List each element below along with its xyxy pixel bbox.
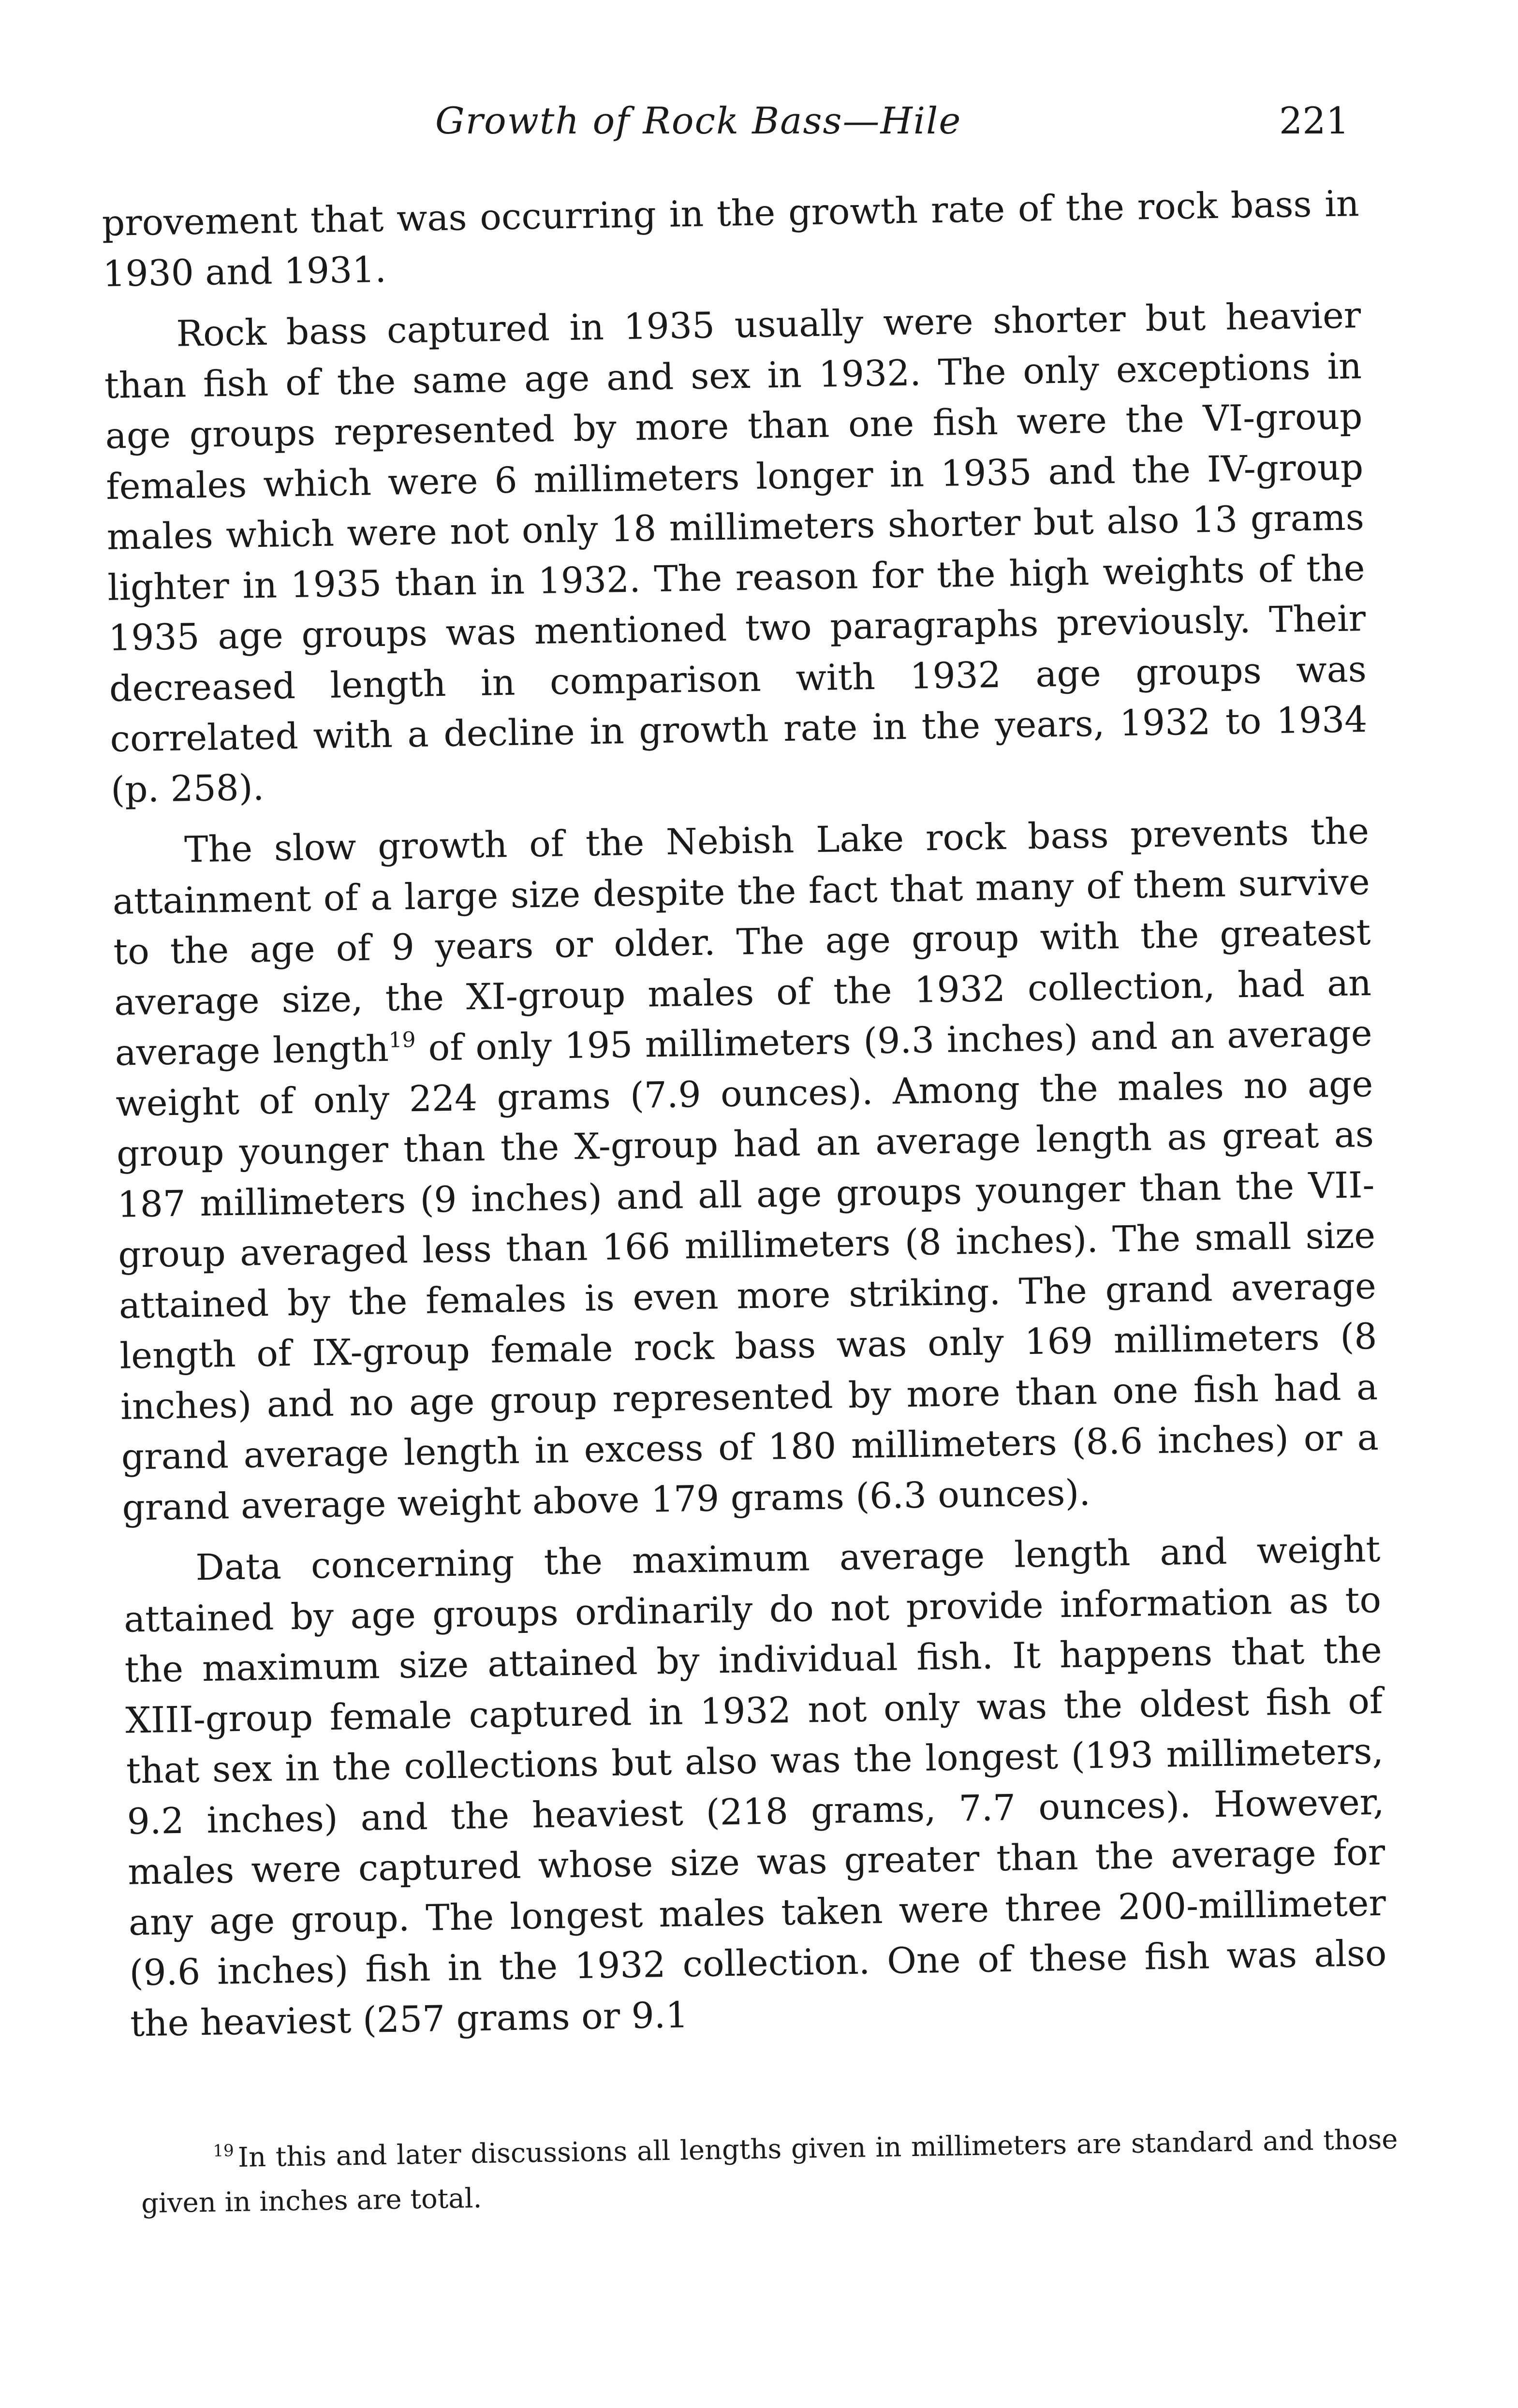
footnote-paragraph (140, 2117, 1399, 2226)
paragraph-slow-growth (111, 806, 1380, 1533)
paragraph-maximum-size: Data concerning the maximum average length and weight attained by age groups ordinarily do not provide information as to the maximum size attained by individual fish. It happens that the XIII-group female captured in 1932 not only was the oldest fish of that sex in the collections but also was the longest (193 millimeters, 9.2 inches) and the heaviest (218 grams, 7.7 ounces). However, males were captured whose size was greater than the average for any age group. The longest males taken were three 200-millimeter (9.6 inches) fish in the 1932 collection. One of these fish was also the heaviest (257 grams or 9.1 (123, 1528, 1387, 2045)
paragraph-continuation: provement that was occurring in the growth rate of the rock bass in 1930 and 1931. (102, 183, 1360, 295)
paragraph-slow-growth-part-1: The slow growth of the Nebish Lake rock bass prevents the attainment of a large size despite the fact that many of them survive to the age of 9 years or older. The age group with the greatest average size, the XI-group males of the 1932 collection, had an average length (112, 810, 1372, 1074)
footnote-reference: 19 (388, 1028, 416, 1053)
page-number: 221 (1279, 99, 1349, 142)
footnote-mark: 19 (213, 2141, 235, 2161)
paragraph-slow-growth-part-2: of only 195 millimeters (9.3 inches) and an average weight of only 224 grams (7.9 ounces). Among the males no age group younger than the X-group had an average length as great as 187 millimeters (9 inches) and all age groups younger than the VII-group averaged less than 166 millimeters (8 inches). The small size attained by the females is even more striking. The grand average length of IX-group female rock bass was only 169 millimeters (8 inches) and no age group represented by more than one fish had a grand average length in excess of 180 millimeters (8.6 inches) or a grand average weight above 179 grams (6.3 ounces). (115, 1012, 1379, 1529)
body-text (102, 178, 1388, 2059)
footnote-text: In this and later discussions all lengths given in millimeters are standard and those given in inches are total. (141, 2124, 1398, 2219)
running-header (102, 99, 1359, 152)
paragraph-1935-comparison: Rock bass captured in 1935 usually were shorter but heavier than fish of the same age and sex in 1932. The only exceptions in age groups represented by more than one fish were the VI-group females which were 6 millimeters longer in 1935 and the IV-group males which were not only 18 millimeters shorter but also 13 grams lighter in 1935 than in 1932. The reason for the high weights of the 1935 age groups was mentioned two paragraphs previously. Their decreased length in comparison with 1932 age groups was correlated with a decline in growth rate in the years, 1932 to 1934 (p. 258). (104, 294, 1368, 811)
footnote (140, 2117, 1399, 2226)
running-title: Growth of Rock Bass—Hile (435, 99, 962, 142)
